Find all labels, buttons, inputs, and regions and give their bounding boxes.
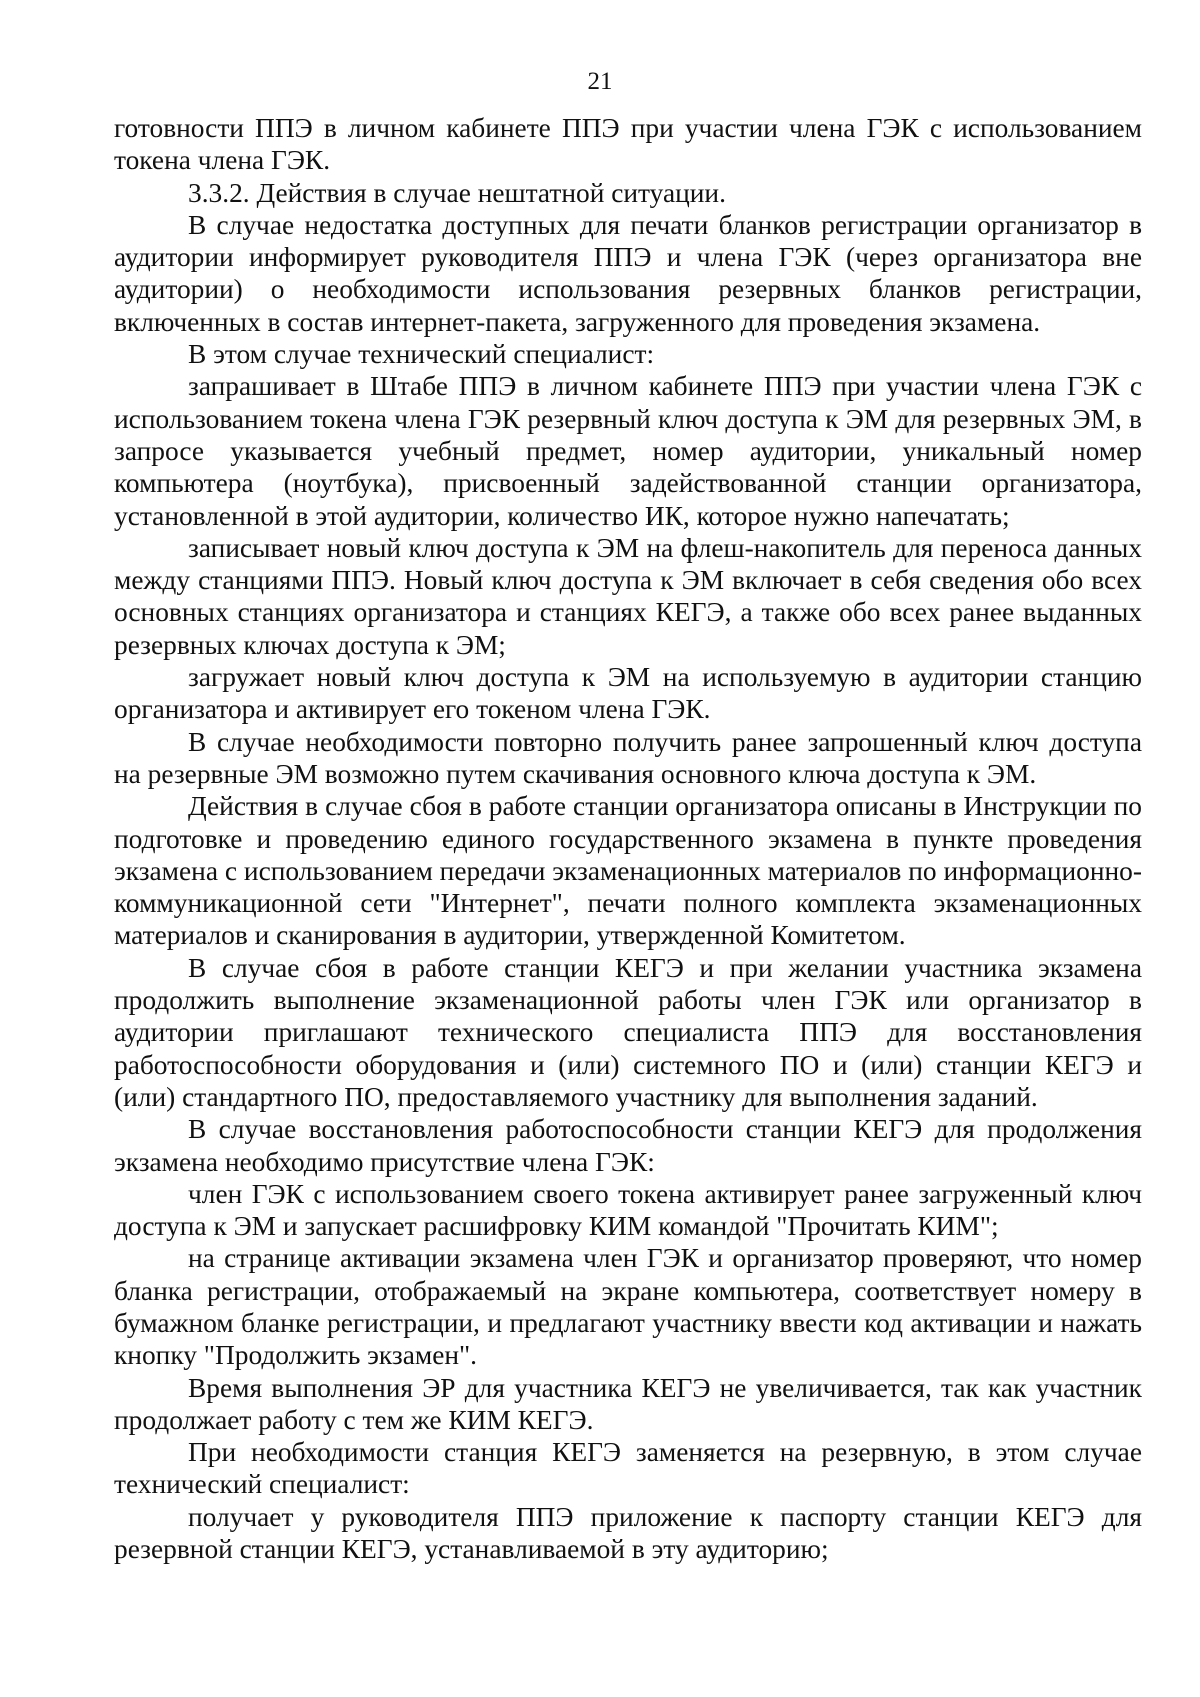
- paragraph: В случае сбоя в работе станции КЕГЭ и при желании участника экзамена продолжить выполнение экзаменационной работы член ГЭК или организатор в аудитории приглашают технического специалиста ППЭ для восстановления работоспособности оборудования и (или) системного ПО и (или) станции КЕГЭ и (или) стандартного ПО, предоставляемого участнику для выполнения заданий.: [114, 952, 1142, 1112]
- paragraph: 3.3.2. Действия в случае нештатной ситуации.: [188, 177, 726, 208]
- paragraph: При необходимости станция КЕГЭ заменяется на резервную, в этом случае технический специалист:: [114, 1437, 1142, 1500]
- paragraph: запрашивает в Штабе ППЭ в личном кабинете ППЭ при участии члена ГЭК с использованием токена члена ГЭК резервный ключ доступа к ЭМ для резервных ЭМ, в запросе указывается учебный предмет, номер аудитории, уникальный номер компьютера (ноутбука), присвоенный задействованной станции организатора, установленной в этой аудитории, количество ИК, которое нужно напечатать;: [114, 371, 1142, 531]
- paragraph: В случае необходимости повторно получить ранее запрошенный ключ доступа на резервные ЭМ возможно путем скачивания основного ключа доступа к ЭМ.: [114, 726, 1142, 789]
- page-number: 21: [587, 68, 613, 95]
- body-text: [114, 112, 1142, 1565]
- paragraph: получает у руководителя ППЭ приложение к паспорту станции КЕГЭ для резервной станции КЕГЭ, устанавливаемой в эту аудиторию;: [114, 1501, 1142, 1565]
- paragraph: Время выполнения ЭР для участника КЕГЭ не увеличивается, так как участник продолжает работу с тем же КИМ КЕГЭ.: [114, 1372, 1142, 1435]
- paragraph: готовности ППЭ в личном кабинете ППЭ при участии члена ГЭК с использованием токена члена ГЭК.: [114, 113, 1142, 176]
- paragraph: Действия в случае сбоя в работе станции организатора описаны в Инструкции по подготовке и проведению единого государственного экзамена в пункте проведения экзамена с использованием передачи экзаменационных материалов по информационно-коммуникационной сети "Интернет", печати полного комплекта экзаменационных материалов и сканирования в аудитории, утвержденной Комитетом.: [114, 791, 1142, 951]
- paragraph: член ГЭК с использованием своего токена активирует ранее загруженный ключ доступа к ЭМ и запускает расшифровку КИМ командой "Прочитать КИМ";: [114, 1178, 1142, 1242]
- paragraph: загружает новый ключ доступа к ЭМ на используемую в аудитории станцию организатора и активирует его токеном члена ГЭК.: [114, 662, 1142, 725]
- paragraph: В случае недостатка доступных для печати бланков регистрации организатор в аудитории информирует руководителя ППЭ и члена ГЭК (через организатора вне аудитории) о необходимости использования резервных бланков регистрации, включенных в состав интернет-пакета, загруженного для проведения экзамена.: [114, 209, 1142, 337]
- paragraph: В этом случае технический специалист:: [188, 339, 655, 370]
- paragraph: на странице активации экзамена член ГЭК и организатор проверяют, что номер бланка регистрации, отображаемый на экране компьютера, соответствует номеру в бумажном бланке регистрации, и предлагают участнику ввести код активации и нажать кнопку "Продолжить экзамен".: [114, 1243, 1142, 1371]
- paragraph: В случае восстановления работоспособности станции КЕГЭ для продолжения экзамена необходимо присутствие члена ГЭК:: [114, 1114, 1142, 1177]
- paragraph: записывает новый ключ доступа к ЭМ на флеш-накопитель для переноса данных между станциями ППЭ. Новый ключ доступа к ЭМ включает в себя сведения обо всех основных станциях организатора и станциях КЕГЭ, а также обо всех ранее выданных резервных ключах доступа к ЭМ;: [114, 532, 1142, 660]
